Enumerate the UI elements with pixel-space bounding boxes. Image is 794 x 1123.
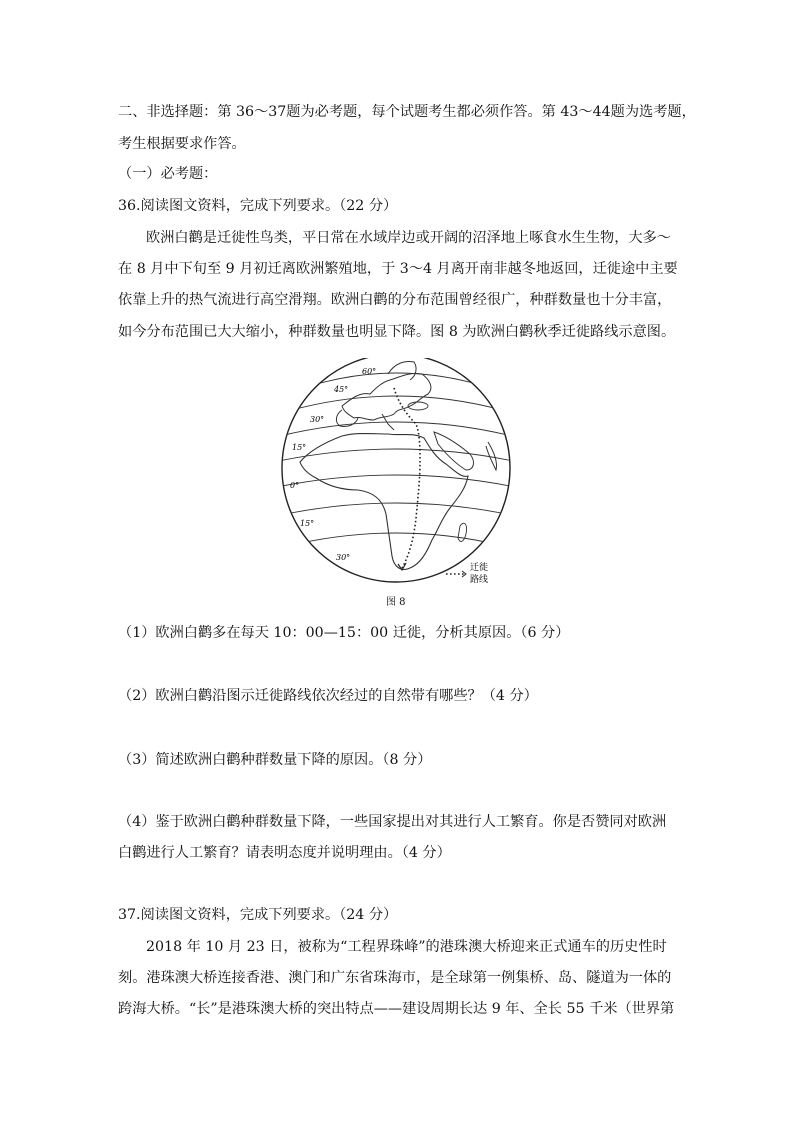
q36-subquestion-4-line-1: （4）鉴于欧洲白鹳种群数量下降，一些国家提出对其进行人工繁育。你是否赞同对欧洲	[118, 814, 667, 830]
globe-svg	[270, 358, 540, 590]
lat-label-equator: 0°	[290, 481, 300, 490]
required-section-label: （一）必考题：	[118, 166, 218, 182]
figure-8-globe-map	[270, 358, 540, 590]
q36-subquestion-1: （1）欧洲白鹳多在每天 10：00—15：00 迁徙，分析其原因。（6 分）	[118, 625, 570, 641]
q37-title: 37.阅读图文资料，完成下列要求。（24 分）	[118, 907, 398, 923]
lat-label-60n: 60°	[362, 367, 377, 376]
q36-subquestion-4-line-2: 白鹳进行人工繁育？请表明态度并说明理由。（4 分）	[118, 845, 451, 861]
lat-label-30n: 30°	[310, 415, 325, 424]
q37-passage-line-1: 2018 年 10 月 23 日，被称为“工程界珠峰”的港珠澳大桥迎来正式通车的历史性时	[146, 939, 667, 955]
q36-title: 36.阅读图文资料，完成下列要求。（22 分）	[118, 198, 398, 214]
q36-passage-line-2: 在 8 月中下旬至 9 月初迁离欧洲繁殖地，于 3～4 月离开南非越冬地返回，迁徙途中主要	[118, 261, 678, 277]
q37-passage-line-2: 刻。港珠澳大桥连接香港、澳门和广东省珠海市，是全球第一例集桥、岛、隧道为一体的	[118, 970, 672, 986]
q36-passage-line-3: 依靠上升的热气流进行高空滑翔。欧洲白鹳的分布范围曾经很广，种群数量也十分丰富，	[118, 292, 672, 308]
q36-subquestion-3: （3）简述欧洲白鹳种群数量下降的原因。（8 分）	[118, 752, 432, 768]
legend-label-line-1: 迁徙	[470, 563, 489, 573]
south-america-edge	[272, 508, 286, 534]
legend-label-line-2: 路线	[470, 575, 489, 585]
lat-label-15s: 15°	[300, 519, 315, 528]
section-heading-line-1: 二、非选择题：第 36～37题为必考题，每个试题考生都必须作答。第 43～44题为选考题，	[118, 104, 696, 120]
q36-passage-line-4: 如今分布范围已大大缩小，种群数量也明显下降。图 8 为欧洲白鹳秋季迁徙路线示意图。	[118, 324, 676, 340]
q37-passage-line-3: 跨海大桥。“长”是港珠澳大桥的突出特点——建设周期长达 9 年、全长 55 千米（世界第	[118, 1001, 675, 1017]
figure-caption: 图 8	[386, 597, 406, 608]
globe-outline	[282, 358, 510, 582]
q36-passage-line-1: 欧洲白鹳是迁徙性鸟类，平日常在水域岸边或开阔的沼泽地上啄食水生生物，大多～	[146, 230, 671, 246]
section-heading-line-2: 考生根据要求作答。	[118, 136, 246, 152]
lat-label-30s: 30°	[336, 553, 351, 562]
q36-subquestion-2: （2）欧洲白鹳沿图示迁徙路线依次经过的自然带有哪些？（4 分）	[118, 688, 538, 704]
lat-label-15n: 15°	[292, 443, 307, 452]
lat-label-45n: 45°	[334, 385, 349, 394]
